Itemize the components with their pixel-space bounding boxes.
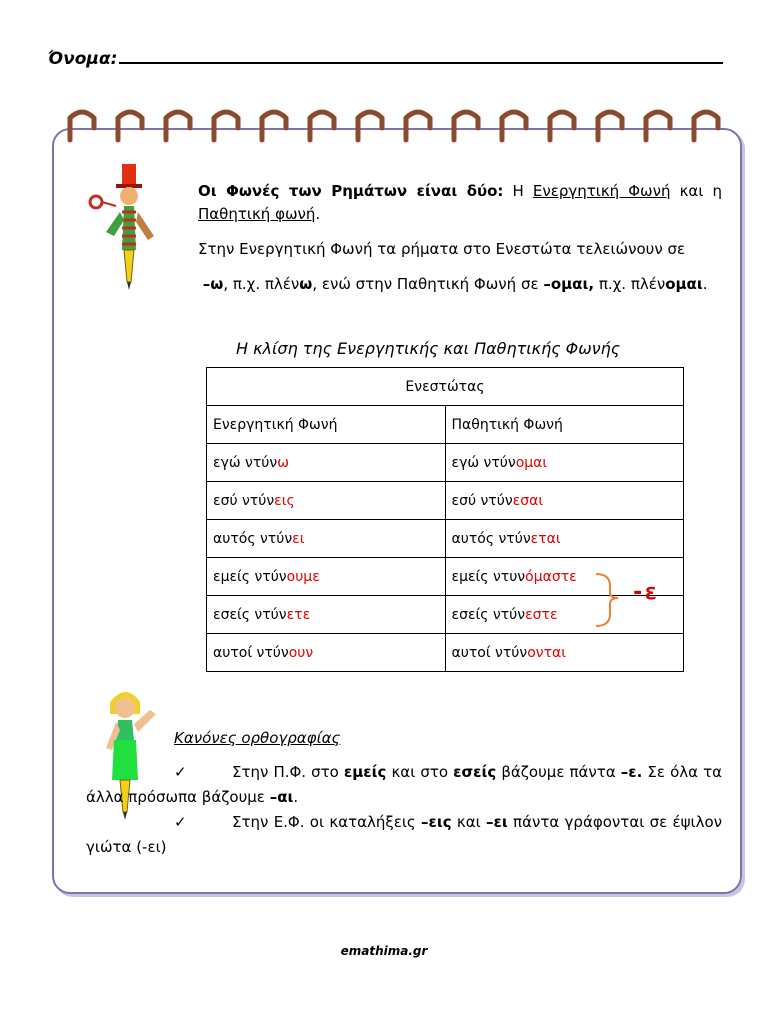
check-icon: ✓ <box>174 763 187 781</box>
intro-bold-heading: Οι Φωνές των Ρημάτων είναι δύο: <box>198 182 504 200</box>
active-voice-term: Ενεργητική Φωνή <box>532 182 671 200</box>
spiral-rings <box>0 104 768 144</box>
ending: ουν <box>288 644 314 661</box>
ending: ομαι <box>515 454 548 471</box>
rule-1-bold-f: –ε. <box>620 763 643 781</box>
stem: εμείς ντυν <box>451 568 526 585</box>
passive-voice-term: Παθητική φωνή <box>198 205 316 223</box>
active-cell <box>207 444 446 482</box>
table-column-row <box>207 406 684 444</box>
intro-text-3: . <box>315 205 321 223</box>
column-active: Ενεργητική Φωνή <box>207 406 446 444</box>
intro-p3-text-h: . <box>702 275 708 293</box>
rule-1-text-a: Στην Π.Φ. στο <box>232 763 344 781</box>
stem: εγώ ντύν <box>451 454 516 471</box>
name-blank[interactable] <box>119 46 723 64</box>
spiral-rings-graphic <box>0 104 768 144</box>
rule-1-text-i: . <box>293 788 299 806</box>
stem: εσύ ντύν <box>451 492 513 509</box>
ending-omai: –ομαι, <box>543 275 595 293</box>
rules-text <box>86 760 722 860</box>
rule-2-text-c: και <box>451 813 487 831</box>
intro-p3-bold-g: ομαι <box>665 275 703 293</box>
table-row <box>207 444 684 482</box>
rule-1-text-g: Σε όλα τα άλλα πρόσωπα βάζουμε <box>86 763 722 806</box>
rule-1-bold-h: –αι <box>269 788 294 806</box>
ending: όμαστε <box>525 568 577 585</box>
stem: εγώ ντύν <box>213 454 278 471</box>
name-label: Όνομα: <box>48 49 118 69</box>
ending: ουμε <box>286 568 320 585</box>
intro-paragraph-1 <box>198 180 722 226</box>
pencil-clown-illustration <box>84 162 170 292</box>
table-header-row <box>207 368 684 406</box>
rule-2 <box>86 810 722 860</box>
ending: ετε <box>286 606 311 623</box>
rule-2-text-e: πάντα γράφονται σε έψιλον γιώτα (-ει) <box>86 813 723 856</box>
passive-cell <box>445 634 684 672</box>
ending: εις <box>274 492 295 509</box>
intro-p3-text-f: π.χ. πλέν <box>594 275 666 293</box>
rule-2-text-a: Στην Ε.Φ. οι καταλήξεις <box>232 813 422 831</box>
ending: εται <box>530 530 561 547</box>
active-cell <box>207 558 446 596</box>
rules-title: Κανόνες ορθογραφίας <box>174 729 341 747</box>
rule-1-text-c: και στο <box>386 763 454 781</box>
stem: αυτοί ντύν <box>451 644 528 661</box>
active-cell <box>207 482 446 520</box>
stem: αυτός ντύν <box>451 530 531 547</box>
passive-cell <box>445 444 684 482</box>
rule-2-bold-d: –ει <box>486 813 508 831</box>
intro-paragraph-3 <box>198 273 722 296</box>
intro-p3-text-d: , ενώ στην Παθητική Φωνή σε <box>312 275 544 293</box>
intro-text-2: και η <box>670 182 722 200</box>
ending: ω <box>277 454 289 471</box>
rule-2-bold-b: –εις <box>421 813 452 831</box>
intro-p3-bold-c: ω <box>299 275 313 293</box>
ending: εστε <box>525 606 558 623</box>
ending-omega: –ω <box>202 275 224 293</box>
stem: εσείς ντύν <box>213 606 287 623</box>
check-icon: ✓ <box>174 813 187 831</box>
passive-cell <box>445 482 684 520</box>
brace-label: -ε <box>631 580 658 605</box>
rule-1-bold-b: εμείς <box>343 763 387 781</box>
active-cell <box>207 520 446 558</box>
table-row <box>207 634 684 672</box>
rule-1-text-e: βάζουμε πάντα <box>496 763 621 781</box>
stem: εσύ ντύν <box>213 492 275 509</box>
table-row <box>207 482 684 520</box>
ending: εσαι <box>512 492 544 509</box>
intro-text-1: Η <box>503 182 533 200</box>
brace-icon <box>592 570 632 630</box>
table-header: Ενεστώτας <box>207 368 684 406</box>
footer-site: emathima.gr <box>340 944 428 958</box>
column-passive: Παθητική Φωνή <box>445 406 684 444</box>
name-line <box>48 46 723 69</box>
stem: εσείς ντύν <box>451 606 526 623</box>
intro-text <box>198 180 722 296</box>
intro-p3-text-b: , π.χ. πλέν <box>223 275 300 293</box>
table-title: Η κλίση της Ενεργητικής και Παθητικής Φωνής <box>236 339 621 358</box>
active-cell <box>207 596 446 634</box>
stem: αυτοί ντύν <box>213 644 289 661</box>
rule-1 <box>86 760 722 810</box>
ending: ει <box>292 530 305 547</box>
ending: ονται <box>527 644 566 661</box>
rule-1-bold-d: εσείς <box>453 763 497 781</box>
passive-cell <box>445 520 684 558</box>
intro-paragraph-2: Στην Ενεργητική Φωνή τα ρήματα στο Ενεστώτα τελειώνουν σε <box>198 240 686 258</box>
table-row <box>207 520 684 558</box>
stem: εμείς ντύν <box>213 568 287 585</box>
stem: αυτός ντύν <box>213 530 293 547</box>
active-cell <box>207 634 446 672</box>
